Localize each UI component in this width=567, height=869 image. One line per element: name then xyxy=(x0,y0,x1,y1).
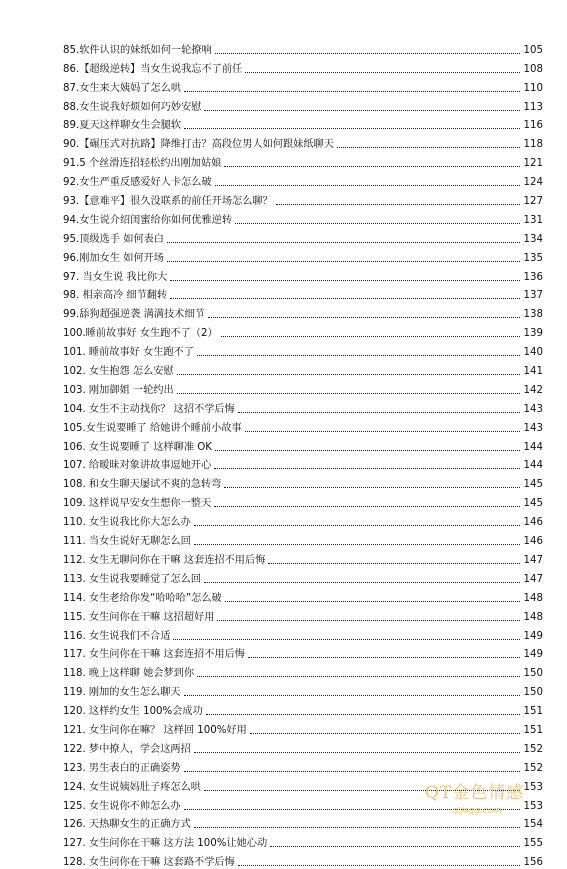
dot-leader xyxy=(197,676,520,677)
toc-entry-title: 107. 给暧昧对象讲故事逗她开心 xyxy=(63,460,212,472)
dot-leader xyxy=(214,506,520,507)
toc-entry[interactable] xyxy=(63,397,543,416)
toc-entry[interactable] xyxy=(63,435,543,454)
toc-entry-page-number: 154 xyxy=(523,819,543,831)
toc-entry[interactable] xyxy=(63,246,543,265)
toc-entry-title: 115. 女生问你在干嘛 这招超好用 xyxy=(63,611,215,623)
toc-entry[interactable] xyxy=(63,151,543,170)
toc-entry-page-number: 144 xyxy=(523,460,543,472)
toc-entry[interactable] xyxy=(63,567,543,586)
toc-entry[interactable] xyxy=(63,378,543,397)
dot-leader xyxy=(245,72,520,73)
toc-entry-title: 90.【碾压式对抗路】降维打击？高段位男人如何跟妹纸聊天 xyxy=(63,139,334,151)
dot-leader xyxy=(268,563,520,564)
toc-entry-page-number: 147 xyxy=(523,573,543,585)
dot-leader xyxy=(167,242,520,243)
toc-entry-page-number: 136 xyxy=(523,271,543,283)
toc-entry-title: 114. 女生老给你发“哈哈哈”怎么破 xyxy=(63,592,222,604)
toc-entry-title: 121. 女生问你在嘛？ 这样回 100%好用 xyxy=(63,724,247,736)
dot-leader xyxy=(215,185,520,186)
toc-entry-title: 89.夏天这样聊女生会腿软 xyxy=(63,120,182,132)
toc-entry-page-number: 138 xyxy=(523,309,543,321)
toc-entry-title: 117. 女生问你在干嘛 这套连招不用后悔 xyxy=(63,649,245,661)
toc-entry-title: 123. 男生表白的正确姿势 xyxy=(63,762,181,774)
toc-entry-title: 118. 晚上这样聊 她会梦到你 xyxy=(63,668,195,680)
toc-entry-page-number: 150 xyxy=(523,668,543,680)
toc-entry[interactable] xyxy=(63,265,543,284)
toc-entry[interactable] xyxy=(63,189,543,208)
dot-leader xyxy=(170,280,520,281)
toc-entry-page-number: 124 xyxy=(523,177,543,189)
toc-entry[interactable] xyxy=(63,491,543,510)
dot-leader xyxy=(167,261,520,262)
dot-leader xyxy=(194,544,520,545)
toc-entry-page-number: 113 xyxy=(523,101,543,113)
toc-entry-title: 86.【超级逆转】当女生说我忘不了前任 xyxy=(63,63,243,75)
dot-leader xyxy=(184,771,520,772)
dot-leader xyxy=(194,525,520,526)
dot-leader xyxy=(204,582,520,583)
toc-entry[interactable] xyxy=(63,114,543,133)
watermark-logo: QT金色情感 xyxy=(425,783,525,803)
toc-entry-title: 122. 梦中撩人，学会这两招 xyxy=(63,743,191,755)
toc-entry-title: 103. 刚加御姐 一轮约出 xyxy=(63,384,174,396)
dot-leader xyxy=(184,128,520,129)
toc-entry-title: 106. 女生说要睡了 这样聊准 OK xyxy=(63,441,212,453)
dot-leader xyxy=(204,110,520,111)
toc-entry-page-number: 146 xyxy=(523,536,543,548)
toc-entry-page-number: 156 xyxy=(523,857,543,869)
toc-entry[interactable] xyxy=(63,586,543,605)
dot-leader xyxy=(184,695,520,696)
toc-entry[interactable] xyxy=(63,321,543,340)
toc-entry[interactable] xyxy=(63,76,543,95)
toc-entry-title: 93.【意难平】很久没联系的前任开场怎么聊？ xyxy=(63,196,273,208)
dot-leader xyxy=(194,752,520,753)
toc-entry-title: 102. 女生抱怨 怎么安慰 xyxy=(63,366,174,378)
toc-entry-title: 105.女生说要睡了 给她讲个睡前小故事 xyxy=(63,422,242,434)
toc-entry-title: 101. 睡前故事好 女生跑不了 xyxy=(63,347,195,359)
table-of-contents xyxy=(63,38,543,869)
toc-entry-title: 120. 这样约女生 100%会成功 xyxy=(63,706,203,718)
toc-entry-page-number: 137 xyxy=(523,290,543,302)
dot-leader xyxy=(245,431,520,432)
toc-entry-title: 126. 天热聊女生的正确方式 xyxy=(63,819,191,831)
dot-leader xyxy=(235,223,520,224)
toc-entry-title: 112. 女生无聊问你在干嘛 这套连招不用后悔 xyxy=(63,554,266,566)
toc-entry-page-number: 127 xyxy=(523,196,543,208)
dot-leader xyxy=(194,827,520,828)
toc-entry-title: 98. 相亲高冷 细节翻转 xyxy=(63,290,168,302)
dot-leader xyxy=(214,468,520,469)
toc-entry-page-number: 149 xyxy=(523,630,543,642)
toc-entry-page-number: 152 xyxy=(523,762,543,774)
toc-entry-title: 99.舔狗超强逆袭 满满技术细节 xyxy=(63,309,205,321)
toc-entry-title: 108. 和女生聊天屡试不爽的急转弯 xyxy=(63,479,222,491)
toc-entry-page-number: 116 xyxy=(523,120,543,132)
toc-entry[interactable] xyxy=(63,132,543,151)
toc-entry[interactable] xyxy=(63,170,543,189)
toc-entry[interactable] xyxy=(63,605,543,624)
toc-entry-title: 127. 女生问你在干嘛 这方法 100%让她心动 xyxy=(63,838,268,850)
toc-entry-title: 109. 这样说早安女生想你一整天 xyxy=(63,498,212,510)
toc-entry[interactable] xyxy=(63,38,543,57)
toc-entry-page-number: 149 xyxy=(523,649,543,661)
toc-entry-title: 100.睡前故事好 女生跑不了（2） xyxy=(63,328,218,340)
toc-entry-page-number: 145 xyxy=(523,479,543,491)
toc-entry-page-number: 131 xyxy=(523,214,543,226)
toc-entry-title: 91.5 个丝滑连招轻松约出刚加姑娘 xyxy=(63,158,222,170)
toc-entry-page-number: 150 xyxy=(523,687,543,699)
dot-leader xyxy=(225,601,520,602)
toc-entry-page-number: 148 xyxy=(523,592,543,604)
dot-leader xyxy=(224,487,520,488)
toc-entry[interactable] xyxy=(63,510,543,529)
toc-entry-page-number: 135 xyxy=(523,252,543,264)
dot-leader xyxy=(177,393,520,394)
toc-entry-page-number: 152 xyxy=(523,743,543,755)
toc-entry[interactable] xyxy=(63,850,543,869)
toc-entry[interactable] xyxy=(63,718,543,737)
toc-entry-title: 119. 刚加的女生怎么聊天 xyxy=(63,687,181,699)
watermark-url: qtjsqg.com xyxy=(452,806,502,816)
toc-entry-page-number: 105 xyxy=(523,44,543,56)
toc-entry-title: 95.顶级选手 如何表白 xyxy=(63,233,164,245)
toc-entry[interactable] xyxy=(63,680,543,699)
toc-entry-page-number: 139 xyxy=(523,328,543,340)
toc-entry-title: 94.女生说介绍闺蜜给你如何优雅逆转 xyxy=(63,214,233,226)
dot-leader xyxy=(248,657,520,658)
toc-entry-title: 104. 女生不主动找你？ 这招不学后悔 xyxy=(63,403,235,415)
toc-entry[interactable] xyxy=(63,302,543,321)
toc-entry-page-number: 147 xyxy=(523,554,543,566)
toc-entry-title: 110. 女生说我比你大怎么办 xyxy=(63,517,191,529)
toc-entry-title: 88.女生说我好烦如何巧妙安慰 xyxy=(63,101,202,113)
toc-entry[interactable] xyxy=(63,359,543,378)
toc-entry-page-number: 118 xyxy=(523,139,543,151)
toc-entry-title: 128. 女生问你在干嘛 这套路不学后悔 xyxy=(63,857,235,869)
toc-entry-title: 124. 女生说姨妈肚子疼怎么哄 xyxy=(63,781,201,793)
toc-entry[interactable] xyxy=(63,661,543,680)
toc-entry-page-number: 146 xyxy=(523,517,543,529)
toc-entry-page-number: 134 xyxy=(523,233,543,245)
dot-leader xyxy=(217,620,520,621)
toc-entry[interactable] xyxy=(63,416,543,435)
toc-entry[interactable] xyxy=(63,57,543,76)
dot-leader xyxy=(276,204,520,205)
toc-entry-title: 92.女生严重反感爱好人卡怎么破 xyxy=(63,177,212,189)
dot-leader xyxy=(224,166,520,167)
dot-leader xyxy=(170,298,520,299)
toc-entry-title: 96.刚加女生 如何开场 xyxy=(63,252,164,264)
dot-leader xyxy=(215,53,520,54)
toc-entry-page-number: 141 xyxy=(523,366,543,378)
dot-leader xyxy=(238,865,520,866)
toc-entry-title: 111. 当女生说好无聊怎么回 xyxy=(63,536,191,548)
toc-entry[interactable] xyxy=(63,699,543,718)
toc-entry-page-number: 153 xyxy=(523,800,543,812)
toc-entry[interactable] xyxy=(63,472,543,491)
toc-entry[interactable] xyxy=(63,284,543,303)
toc-entry-page-number: 143 xyxy=(523,422,543,434)
toc-entry-page-number: 148 xyxy=(523,611,543,623)
toc-entry-page-number: 151 xyxy=(523,724,543,736)
dot-leader xyxy=(197,355,520,356)
dot-leader xyxy=(221,336,520,337)
dot-leader xyxy=(270,846,520,847)
dot-leader xyxy=(337,147,520,148)
toc-entry[interactable] xyxy=(63,340,543,359)
toc-entry[interactable] xyxy=(63,208,543,227)
toc-entry[interactable] xyxy=(63,624,543,643)
toc-entry-page-number: 145 xyxy=(523,498,543,510)
toc-entry-title: 87.女生来大姨妈了怎么哄 xyxy=(63,82,182,94)
toc-entry-page-number: 121 xyxy=(523,158,543,170)
dot-leader xyxy=(184,91,520,92)
dot-leader xyxy=(238,412,520,413)
toc-entry-page-number: 108 xyxy=(523,63,543,75)
toc-entry-page-number: 155 xyxy=(523,838,543,850)
toc-entry-title: 85.软件认识的妹纸如何一轮撩响 xyxy=(63,44,212,56)
toc-entry-page-number: 142 xyxy=(523,384,543,396)
toc-entry[interactable] xyxy=(63,227,543,246)
toc-entry[interactable] xyxy=(63,756,543,775)
toc-entry-page-number: 143 xyxy=(523,403,543,415)
toc-entry-title: 97. 当女生说 我比你大 xyxy=(63,271,168,283)
toc-entry-page-number: 140 xyxy=(523,347,543,359)
toc-entry-title: 125. 女生说你不帅怎么办 xyxy=(63,800,181,812)
dot-leader xyxy=(215,450,520,451)
dot-leader xyxy=(208,317,520,318)
dot-leader xyxy=(206,714,520,715)
toc-entry-page-number: 153 xyxy=(523,781,543,793)
toc-entry-page-number: 151 xyxy=(523,706,543,718)
toc-entry-title: 113. 女生说我要睡觉了怎么回 xyxy=(63,573,201,585)
toc-entry[interactable] xyxy=(63,454,543,473)
toc-entry[interactable] xyxy=(63,529,543,548)
toc-entry[interactable] xyxy=(63,95,543,114)
toc-entry[interactable] xyxy=(63,643,543,662)
dot-leader xyxy=(173,639,520,640)
toc-entry[interactable] xyxy=(63,548,543,567)
toc-entry-page-number: 110 xyxy=(523,82,543,94)
dot-leader xyxy=(250,733,520,734)
toc-entry-title: 116. 女生说我们不合适 xyxy=(63,630,171,642)
dot-leader xyxy=(177,374,520,375)
toc-entry[interactable] xyxy=(63,737,543,756)
toc-entry-page-number: 144 xyxy=(523,441,543,453)
